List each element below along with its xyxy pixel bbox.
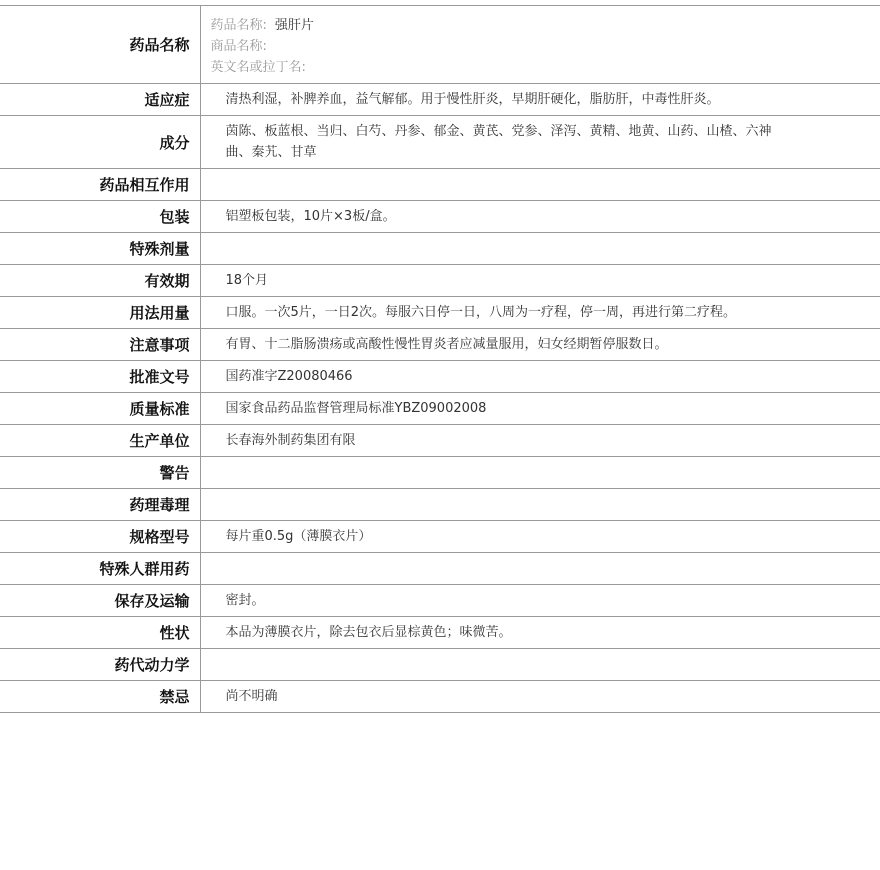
latin-name-key: 英文名或拉丁名: xyxy=(210,60,306,75)
generic-name-key: 药品名称: xyxy=(210,18,267,33)
row-value: 有胃、十二脂肠溃疡或高酸性慢性胃炎者应减量服用，妇女经期暂停服数日。 xyxy=(225,337,668,352)
row-label: 禁忌 xyxy=(0,681,200,713)
row-value xyxy=(200,649,880,681)
row-value: 国家食品药品监督管理局标准YBZ09002008 xyxy=(225,401,487,416)
row-label: 药代动力学 xyxy=(0,649,200,681)
drug-name-cell xyxy=(200,6,880,84)
row-shelf-life xyxy=(0,265,880,297)
row-value: 密封。 xyxy=(225,593,265,608)
row-manufacturer xyxy=(0,425,880,457)
row-label: 警告 xyxy=(0,457,200,489)
row-value: 口服。一次5片，一日2次。每服六日停一日，八周为一疗程，停一周，再进行第二疗程。 xyxy=(225,305,737,320)
row-value: 茵陈、板蓝根、当归、白芍、丹参、郁金、黄芪、党参、泽泻、黄精、地黄、山药、山楂、六神曲、秦艽、甘草 xyxy=(225,124,772,160)
row-value: 清热利湿，补脾养血，益气解郁。用于慢性肝炎，早期肝硬化，脂肪肝，中毒性肝炎。 xyxy=(225,92,720,107)
row-approval-number xyxy=(0,361,880,393)
row-label: 批准文号 xyxy=(0,361,200,393)
trade-name-line xyxy=(211,36,880,57)
row-label: 性状 xyxy=(0,617,200,649)
trade-name-key: 商品名称: xyxy=(210,39,267,54)
row-quality-standard xyxy=(0,393,880,425)
row-contraindications xyxy=(0,681,880,713)
row-label: 药理毒理 xyxy=(0,489,200,521)
row-label: 成分 xyxy=(0,116,200,169)
row-appearance xyxy=(0,617,880,649)
generic-name-line xyxy=(211,15,880,36)
row-specification xyxy=(0,521,880,553)
row-value: 铝塑板包装，10片×3板/盒。 xyxy=(225,209,396,224)
row-label: 特殊人群用药 xyxy=(0,553,200,585)
row-label: 包装 xyxy=(0,201,200,233)
row-indications xyxy=(0,84,880,116)
row-label: 保存及运输 xyxy=(0,585,200,617)
row-value xyxy=(200,489,880,521)
row-special-populations xyxy=(0,553,880,585)
row-warning xyxy=(0,457,880,489)
row-usage-dosage xyxy=(0,297,880,329)
row-label: 生产单位 xyxy=(0,425,200,457)
row-label: 注意事项 xyxy=(0,329,200,361)
row-label: 规格型号 xyxy=(0,521,200,553)
row-label: 特殊剂量 xyxy=(0,233,200,265)
row-label: 用法用量 xyxy=(0,297,200,329)
row-value xyxy=(200,457,880,489)
drug-spec-table xyxy=(0,5,880,713)
row-value xyxy=(200,169,880,201)
row-value: 18个月 xyxy=(225,273,269,288)
row-drug-name xyxy=(0,6,880,84)
row-special-dosage xyxy=(0,233,880,265)
row-value: 每片重0.5g（薄膜衣片） xyxy=(225,529,372,544)
row-precautions xyxy=(0,329,880,361)
row-value: 本品为薄膜衣片，除去包衣后显棕黄色；味微苦。 xyxy=(225,625,512,640)
row-storage-transport xyxy=(0,585,880,617)
row-label: 药品名称 xyxy=(0,6,200,84)
row-value xyxy=(200,233,880,265)
row-label: 质量标准 xyxy=(0,393,200,425)
row-value xyxy=(200,553,880,585)
latin-name-line xyxy=(211,57,880,78)
row-value: 尚不明确 xyxy=(225,689,278,704)
row-label: 有效期 xyxy=(0,265,200,297)
row-value: 长春海外制药集团有限 xyxy=(225,433,356,448)
row-value: 国药准字Z20080466 xyxy=(225,369,353,384)
row-label: 药品相互作用 xyxy=(0,169,200,201)
row-ingredients xyxy=(0,116,880,169)
row-pharmacokinetics xyxy=(0,649,880,681)
row-packaging xyxy=(0,201,880,233)
row-pharmacology-toxicology xyxy=(0,489,880,521)
row-interactions xyxy=(0,169,880,201)
row-label: 适应症 xyxy=(0,84,200,116)
generic-name-value: 强肝片 xyxy=(274,18,314,33)
